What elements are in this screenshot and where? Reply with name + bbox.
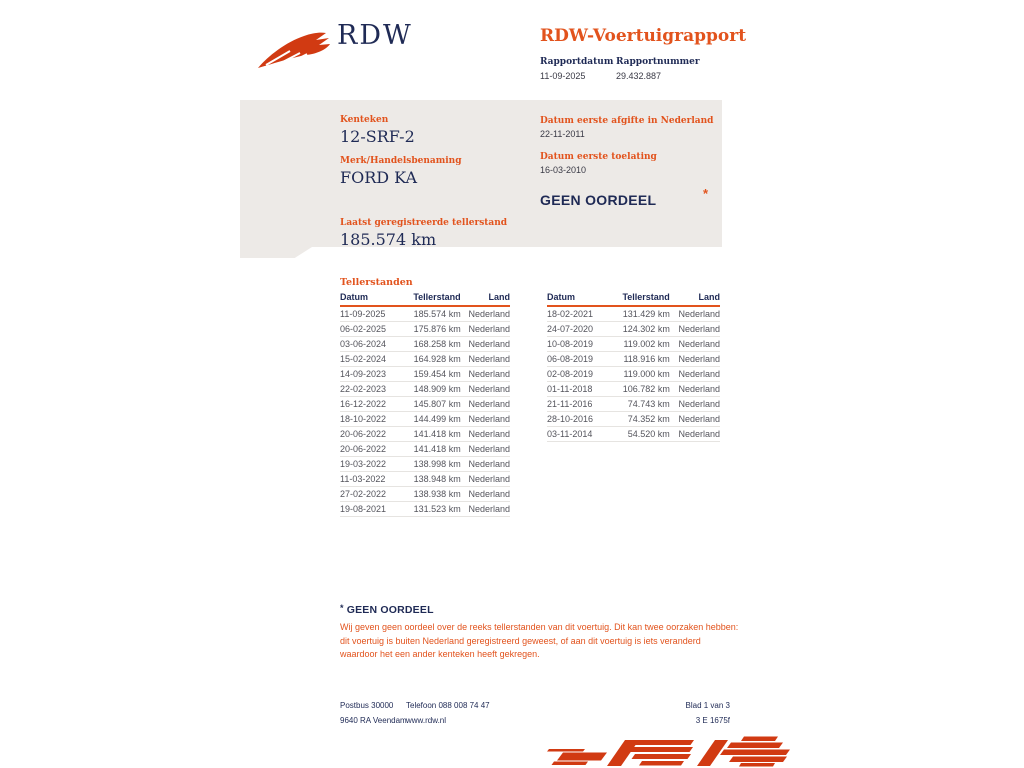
footer-page-number: Blad 1 van 3 [685, 701, 730, 710]
table-cell: 185.574 km [398, 306, 461, 322]
merk-label: Merk/Handelsbenaming [340, 156, 462, 166]
logo-wordmark: RDW [337, 20, 413, 51]
tellerstand-value: 185.574 km [340, 230, 437, 249]
report-number-label: Rapportnummer [616, 57, 700, 67]
footer-address [340, 701, 406, 731]
table-cell: Nederland [461, 502, 510, 517]
report-number [616, 57, 700, 81]
table-row [547, 306, 720, 322]
table-row [340, 442, 510, 457]
report-date-label: Rapportdatum [540, 57, 614, 67]
table-cell: 11-09-2025 [340, 306, 398, 322]
table-row [340, 322, 510, 337]
table-cell: 06-08-2019 [547, 352, 606, 367]
table-cell: 145.807 km [398, 397, 461, 412]
table-cell: 20-06-2022 [340, 442, 398, 457]
table-cell: Nederland [461, 427, 510, 442]
table-cell: 159.454 km [398, 367, 461, 382]
verdict-text: GEEN OORDEEL [540, 192, 657, 208]
table-cell: 138.938 km [398, 487, 461, 502]
table-cell: Nederland [670, 412, 720, 427]
table-cell: Nederland [461, 382, 510, 397]
table-cell: Nederland [670, 337, 720, 352]
footnote [340, 603, 740, 662]
table-cell: Nederland [670, 367, 720, 382]
table-cell: 168.258 km [398, 337, 461, 352]
table-cell: 74.352 km [606, 412, 670, 427]
footnote-title-text: GEEN OORDEEL [346, 604, 434, 616]
table-cell: 131.523 km [398, 502, 461, 517]
table-row [340, 472, 510, 487]
report-date-value: 11-09-2025 [540, 71, 586, 81]
table-cell: 01-11-2018 [547, 382, 606, 397]
toelating-label: Datum eerste toelating [540, 152, 657, 162]
asterisk-icon: * [702, 186, 708, 201]
table-cell: Nederland [461, 442, 510, 457]
table-cell: 148.909 km [398, 382, 461, 397]
table-cell: 28-10-2016 [547, 412, 606, 427]
table-cell: Nederland [670, 382, 720, 397]
table-cell: Nederland [461, 352, 510, 367]
footer-address-line1: Postbus 30000 [340, 701, 394, 710]
table-cell: Nederland [461, 397, 510, 412]
table-cell: Nederland [670, 322, 720, 337]
table-cell: 10-08-2019 [547, 337, 606, 352]
toelating-value: 16-03-2010 [540, 165, 587, 175]
summary-right-column [540, 100, 714, 208]
table-cell: Nederland [670, 397, 720, 412]
report-meta [540, 57, 714, 81]
table-cell: 138.948 km [398, 472, 461, 487]
kenteken-label: Kenteken [340, 115, 389, 125]
table-cell: Nederland [461, 306, 510, 322]
table-row [340, 457, 510, 472]
table-cell: 24-07-2020 [547, 322, 606, 337]
table-row [340, 427, 510, 442]
table-cell: 21-11-2016 [547, 397, 606, 412]
column-header: Land [461, 290, 510, 306]
table-row [547, 427, 720, 442]
speed-lines-graphic-icon [545, 736, 803, 767]
afgifte-label: Datum eerste afgifte in Nederland [540, 116, 714, 126]
table-row [547, 367, 720, 382]
table-cell: 22-02-2023 [340, 382, 398, 397]
table-header-row [547, 290, 720, 306]
table-cell: 119.000 km [606, 367, 670, 382]
table-row [340, 367, 510, 382]
table-cell: 11-03-2022 [340, 472, 398, 487]
footnote-title [340, 603, 740, 616]
table-cell: Nederland [461, 457, 510, 472]
mileage-table-right [547, 290, 720, 442]
table-row [547, 412, 720, 427]
column-header: Datum [340, 290, 398, 306]
footer-address-line2: 9640 RA Veendam [340, 716, 407, 725]
table-cell: Nederland [461, 367, 510, 382]
table-cell: Nederland [670, 427, 720, 442]
table-cell: 144.499 km [398, 412, 461, 427]
table-cell: Nederland [461, 472, 510, 487]
merk-value: FORD KA [340, 168, 418, 187]
table-cell: 106.782 km [606, 382, 670, 397]
table-cell: 54.520 km [606, 427, 670, 442]
table-cell: 18-10-2022 [340, 412, 398, 427]
table-cell: Nederland [670, 306, 720, 322]
table-cell: Nederland [670, 352, 720, 367]
table-cell: 27-02-2022 [340, 487, 398, 502]
table-cell: 03-06-2024 [340, 337, 398, 352]
table-cell: Nederland [461, 337, 510, 352]
table-cell: 124.302 km [606, 322, 670, 337]
table-cell: 118.916 km [606, 352, 670, 367]
footer-website: www.rdw.nl [406, 716, 447, 725]
table-cell: 19-03-2022 [340, 457, 398, 472]
table-cell: Nederland [461, 322, 510, 337]
tellerstand-label: Laatst geregistreerde tellerstand [340, 218, 508, 228]
table-cell: 15-02-2024 [340, 352, 398, 367]
table-row [547, 337, 720, 352]
table-header-row [340, 290, 510, 306]
summary-left-column [340, 100, 535, 249]
footnote-body: Wij geven geen oordeel over de reeks tellerstanden van dit voertuig. Dit kan twee oorzaken hebben: dit voertuig is buiten Nederland geregistreerd geweest, of aan dit voertuig is iets veranderd waardoor het een ander kenteken heeft gekregen. [340, 622, 739, 659]
table-cell: 16-12-2022 [340, 397, 398, 412]
column-header: Tellerstand [398, 290, 461, 306]
footer-form-code: 3 E 1675f [695, 716, 730, 725]
table-row [340, 337, 510, 352]
table-cell: 02-08-2019 [547, 367, 606, 382]
table-cell: Nederland [461, 412, 510, 427]
table-row [340, 487, 510, 502]
table-cell: 18-02-2021 [547, 306, 606, 322]
table-row [547, 322, 720, 337]
footer-phone: Telefoon 088 008 74 47 [406, 701, 490, 710]
table-cell: 06-02-2025 [340, 322, 398, 337]
mileage-table-left [340, 290, 510, 517]
table-cell: 119.002 km [606, 337, 670, 352]
table-cell: 74.743 km [606, 397, 670, 412]
table-cell: 20-06-2022 [340, 427, 398, 442]
table-cell: 19-08-2021 [340, 502, 398, 517]
table-cell: 141.418 km [398, 442, 461, 457]
table-row [340, 397, 510, 412]
column-header: Datum [547, 290, 606, 306]
table-cell: 14-09-2023 [340, 367, 398, 382]
footer-page-info [686, 701, 730, 731]
column-header: Tellerstand [606, 290, 670, 306]
footer-contact [406, 701, 686, 731]
kenteken-value: 12-SRF-2 [340, 127, 415, 146]
table-cell: 131.429 km [606, 306, 670, 322]
column-header: Land [670, 290, 720, 306]
table-cell: 175.876 km [398, 322, 461, 337]
page-footer [340, 701, 730, 731]
page-title: RDW-Voertuigrapport [540, 26, 747, 46]
table-cell: 141.418 km [398, 427, 461, 442]
table-cell: Nederland [461, 487, 510, 502]
table-row [547, 352, 720, 367]
table-row [340, 352, 510, 367]
table-cell: 164.928 km [398, 352, 461, 367]
afgifte-value: 22-11-2011 [540, 129, 585, 139]
table-row [340, 306, 510, 322]
table-row [340, 502, 510, 517]
rdw-bird-logo-icon [256, 24, 332, 72]
table-cell: 03-11-2014 [547, 427, 606, 442]
footnote-asterisk: * [340, 603, 344, 613]
table-row [340, 382, 510, 397]
report-date [540, 57, 614, 81]
table-row [340, 412, 510, 427]
table-row [547, 382, 720, 397]
vehicle-summary-box [240, 100, 722, 247]
table-row [547, 397, 720, 412]
report-number-value: 29.432.887 [616, 71, 662, 81]
tellerstanden-section-title: Tellerstanden [340, 277, 413, 288]
table-cell: 138.998 km [398, 457, 461, 472]
